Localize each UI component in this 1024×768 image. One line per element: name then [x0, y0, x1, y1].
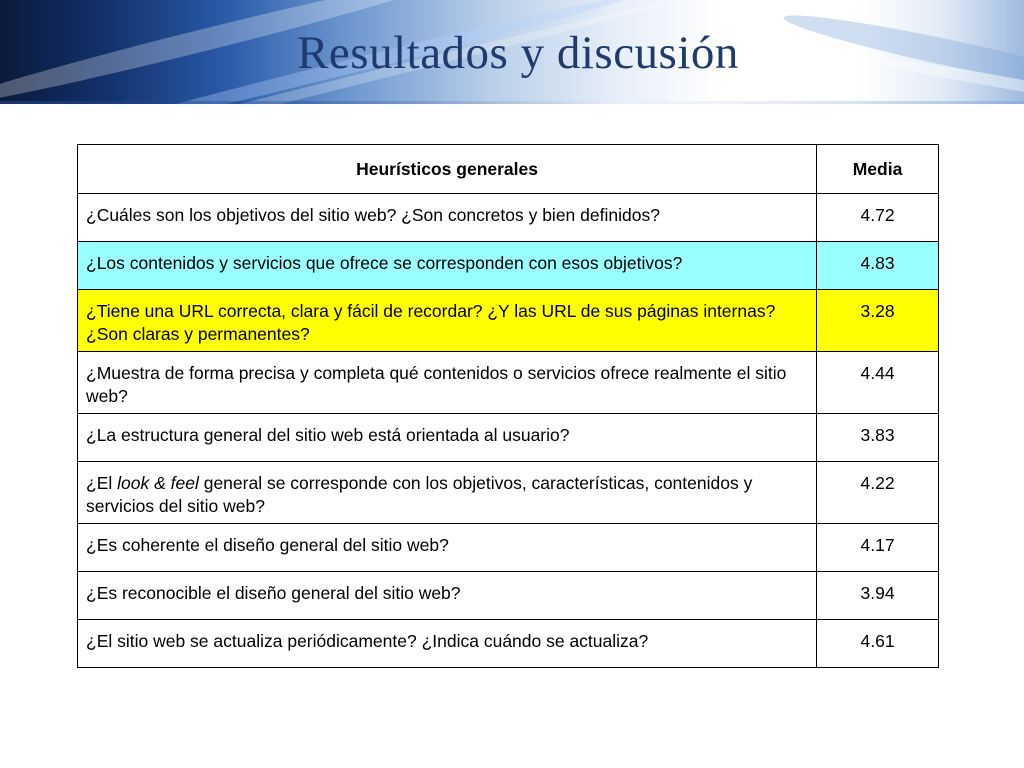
media-cell: 3.28 — [817, 290, 939, 352]
column-header-media: Media — [817, 145, 939, 194]
question-cell: ¿Cuáles son los objetivos del sitio web? ¿Son concretos y bien definidos? — [78, 194, 817, 242]
table-row — [78, 524, 939, 572]
media-cell: 4.22 — [817, 462, 939, 524]
table-row — [78, 620, 939, 668]
media-cell: 4.61 — [817, 620, 939, 668]
question-cell: ¿Es reconocible el diseño general del sitio web? — [78, 572, 817, 620]
table-row — [78, 194, 939, 242]
table-row — [78, 462, 939, 524]
table-row — [78, 352, 939, 414]
media-cell: 4.72 — [817, 194, 939, 242]
question-text-emphasis: look & feel — [117, 473, 199, 493]
heuristics-table-container — [77, 144, 939, 668]
banner-divider — [0, 101, 1024, 104]
table-row — [78, 572, 939, 620]
question-cell: ¿Los contenidos y servicios que ofrece se corresponden con esos objetivos? — [78, 242, 817, 290]
table-row-highlight-cyan — [78, 242, 939, 290]
media-cell: 3.94 — [817, 572, 939, 620]
table-row-highlight-yellow — [78, 290, 939, 352]
table-row — [78, 414, 939, 462]
question-cell: ¿El sitio web se actualiza periódicamente? ¿Indica cuándo se actualiza? — [78, 620, 817, 668]
question-cell: ¿Tiene una URL correcta, clara y fácil de recordar? ¿Y las URL de sus páginas internas? ¿Son claras y permanentes? — [78, 290, 817, 352]
question-cell: ¿Es coherente el diseño general del sitio web? — [78, 524, 817, 572]
column-header-question: Heurísticos generales — [78, 145, 817, 194]
page-title: Resultados y discusión — [297, 27, 739, 79]
media-cell: 3.83 — [817, 414, 939, 462]
question-cell: ¿La estructura general del sitio web está orientada al usuario? — [78, 414, 817, 462]
media-cell: 4.83 — [817, 242, 939, 290]
heuristics-table — [77, 144, 939, 668]
question-cell: ¿Muestra de forma precisa y completa qué contenidos o servicios ofrece realmente el sitio web? — [78, 352, 817, 414]
media-cell: 4.17 — [817, 524, 939, 572]
media-cell: 4.44 — [817, 352, 939, 414]
question-text: ¿El — [86, 473, 118, 493]
question-cell — [78, 462, 817, 524]
table-header-row — [78, 145, 939, 194]
question-text: general se corresponde con los objetivos, características, contenidos y servicios del sitio web? — [86, 473, 753, 516]
